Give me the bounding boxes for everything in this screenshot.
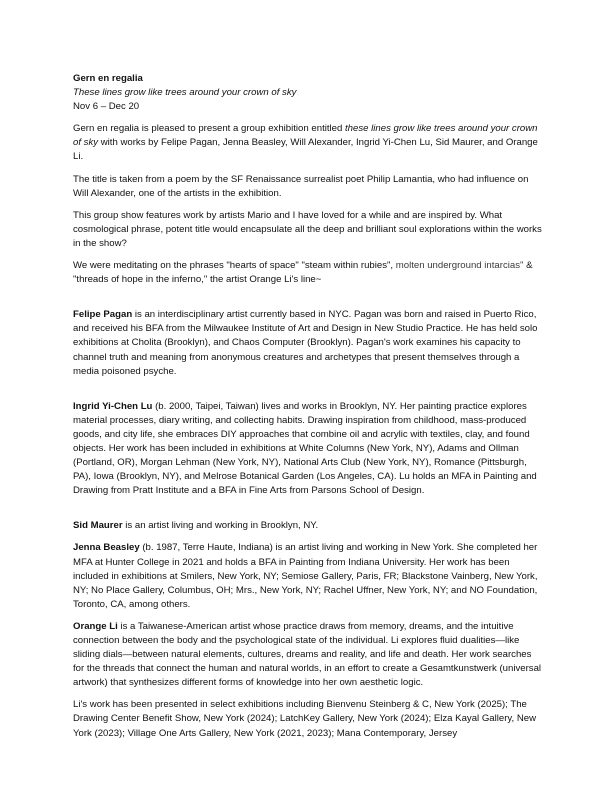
bio-text: (b. 2000, Taipei, Taiwan) lives and works in Brooklyn, NY. Her painting practice explores material processes, diary writing, and collecting habits. Drawing inspiration from childhood, mass-produced goods, and city life, she embraces DIY approaches that combine oil and acrylic with textiles, clay, and found objects. Her work has been included in exhibitions at White Columns (New York, NY), Adams and Ollman (Portland, OR), Morgan Lehman (New York, NY), National Arts Club (New York, NY), Romance (Pittsburgh, PA), Iowa (Brooklyn, NY), and Melrose Botanical Garden (Los Angeles, CA). Lu holds an MFA in Painting and Drawing from Pratt Institute and a BFA in Fine Arts from Parsons School of Design. [73, 400, 537, 497]
bio-text: is an interdisciplinary artist currently based in NYC. Pagan was born and raised in Puerto Rico, and received his BFA from the Milwaukee Institute of Art and Design in New Studio Practice. He has held solo exhibitions at Cholita (Brooklyn), and Chaos Computer (Brooklyn). Pagan's work examines his capacity to channel truth and meaning from anonymous creatures and archetypes that present themselves through a media poisoned psyche. [73, 309, 538, 377]
gallery-title: Gern en regalia [73, 73, 143, 84]
phrases-text-b: molten underground intarcias" [395, 260, 524, 272]
intro-exhibition-title: these lines grow like trees around your crown of sky [73, 123, 538, 149]
intro-text-a: Gern en regalia is pleased to present a group exhibition entitled [73, 123, 345, 135]
bio-text: is a Taiwanese-American artist whose practice draws from memory, dreams, and the intuitive connection between the body and the psychological state of the individual. Li explores fluid dualities—like sliding dials—between natural elements, cultures, dreams and reality, and life and death. Her work searches for the threads that connect the human and natural worlds, in an effort to create a Gesamtkunstwerk (universal artwork) that synthesizes different forms of knowledge into her own aesthetic logic. [73, 620, 542, 689]
phrases-text-a: We were meditating on the phrases "hearts of space" "steam within rubies", [73, 260, 396, 272]
artist-name: Orange Li [73, 620, 118, 632]
artist-name: Jenna Beasley [73, 542, 140, 554]
artist-name: Ingrid Yi-Chen Lu [73, 400, 153, 412]
phrases-text-c: & "threads of hope in the inferno," the artist Orange Li's line~ [73, 260, 533, 286]
bio-felipe-pagan [73, 308, 543, 378]
phrases-paragraph [73, 259, 543, 287]
group-show-paragraph: This group show features work by artists Mario and I have loved for a while and are inspired by. What cosmological phrase, potent title would encapsulate all the deep and brilliant soul explorations within the works in the show? [73, 209, 542, 249]
exhibition-title: These lines grow like trees around your crown of sky [73, 87, 297, 99]
bio-ingrid-yi-chen-lu [73, 400, 543, 499]
intro-text-b: with works by Felipe Pagan, Jenna Beasley, Will Alexander, Ingrid Yi-Chen Lu, Sid Maurer, and Orange Li. [73, 137, 538, 163]
press-release [73, 72, 543, 741]
title-source-paragraph: The title is taken from a poem by the SF Renaissance surrealist poet Philip Lamantia, who had influence on Will Alexander, one of the artists in the exhibition. [73, 173, 529, 199]
bio-text: is an artist living and working in Brooklyn, NY. [122, 520, 319, 532]
bio-sid-maurer [73, 519, 543, 533]
bio-orange-li [73, 620, 543, 690]
artist-name: Sid Maurer [73, 520, 123, 532]
artist-name: Felipe Pagan [73, 309, 133, 321]
bio-text: (b. 1987, Terre Haute, Indiana) is an artist living and working in New York. She completed her MFA at Hunter College in 2021 and holds a BFA in Painting from Indiana University. Her work has been included in exhibitions at Smilers, New York, NY; Semiose Gallery, Paris, FR; Blackstone Vainberg, New York, NY; No Place Gallery, Columbus, OH; Mrs., New York, NY; Rachel Uffner, New York, NY; and NO Foundation, Toronto, CA, among others. [73, 542, 538, 610]
orange-li-exhibitions: Li's work has been presented in select exhibitions including Bienvenu Steinberg & C, New York (2025); The Drawing Center Benefit Show, New York (2024); LatchKey Gallery, New York (2024); Elza Kayal Gallery, New York (2023); Village One Arts Gallery, New York (2021, 2023); Mana Contemporary, Jersey [73, 699, 537, 739]
exhibition-dates: Nov 6 – Dec 20 [73, 101, 140, 113]
bio-jenna-beasley [73, 541, 543, 611]
intro-paragraph [73, 122, 543, 164]
